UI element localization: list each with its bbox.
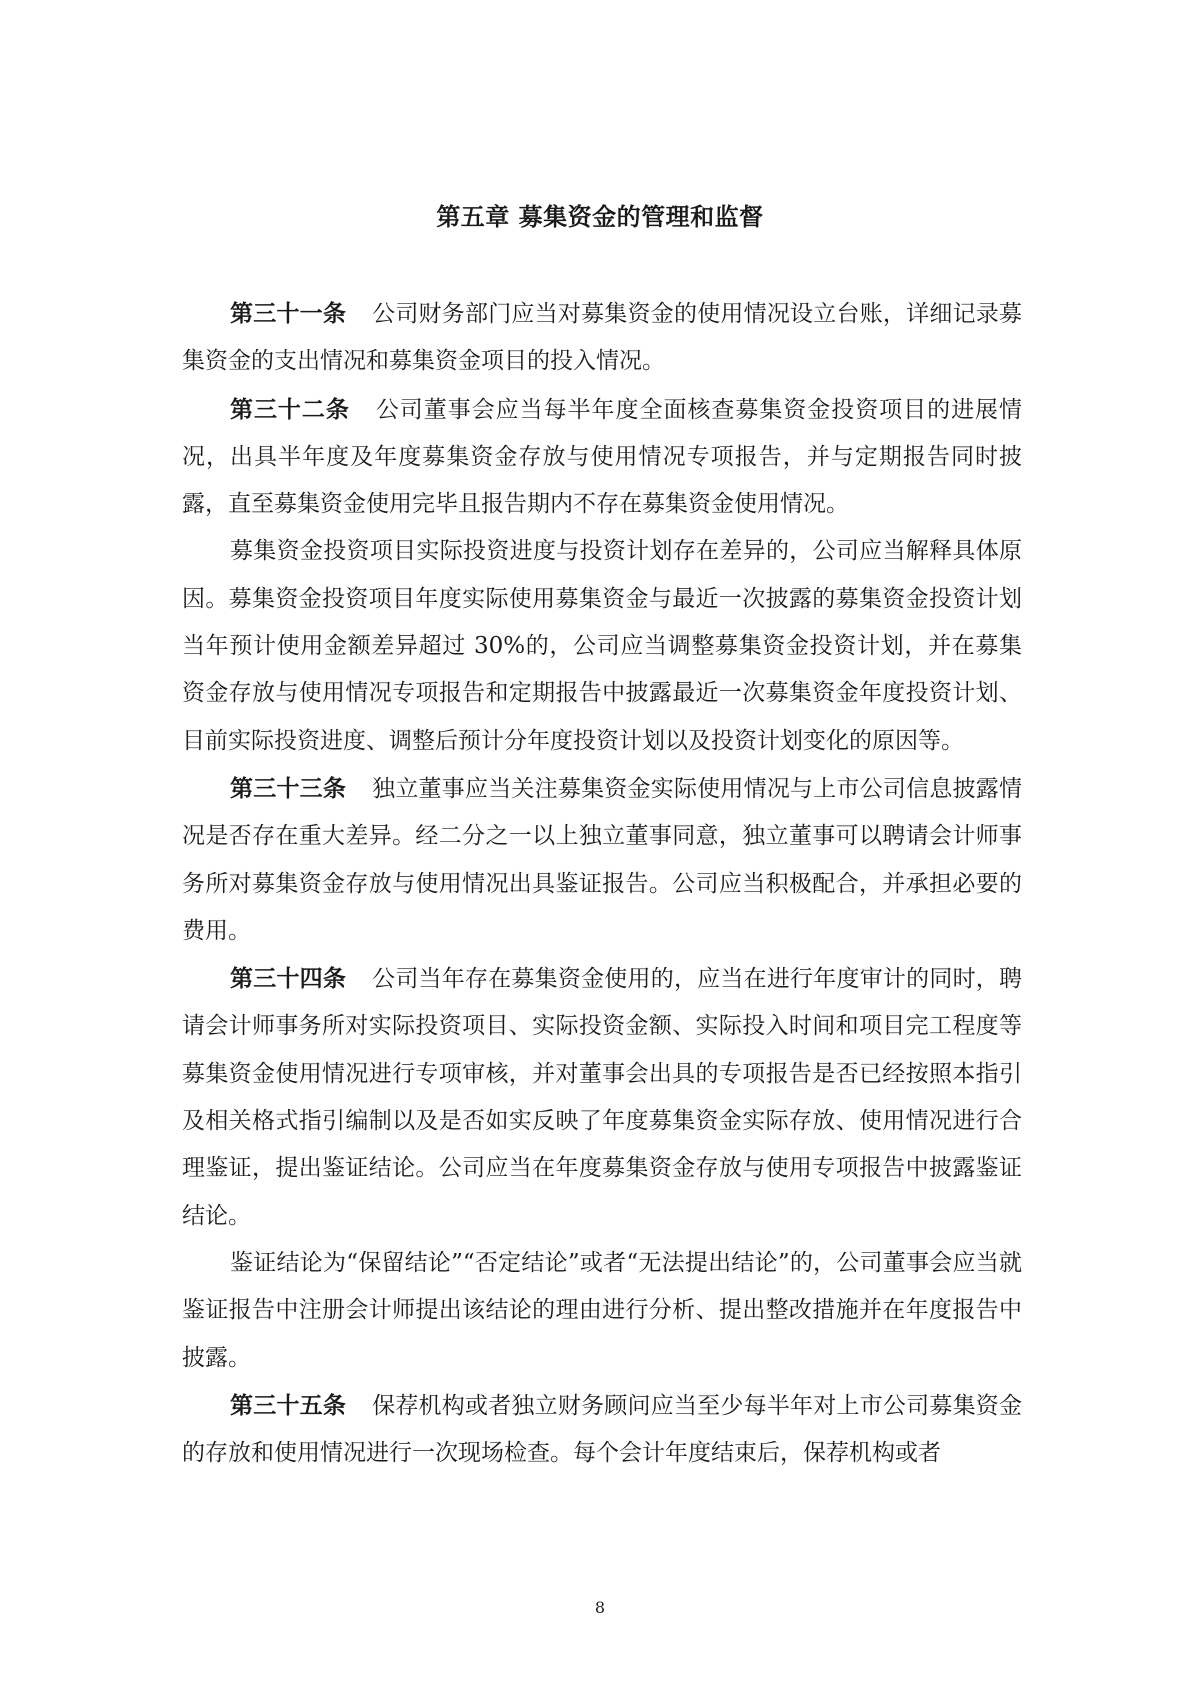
article-31-paragraph [182,290,1022,386]
page-number: 8 [594,1598,606,1617]
chapter-title: 第五章 募集资金的管理和监督 [436,202,764,231]
article-text: 公司当年存在募集资金使用的，应当在进行年度审计的同时，聘请会计师事务所对实际投资项目、实际投资金额、实际投入时间和项目完工程度等募集资金使用情况进行专项审核，并对董事会出具的专项报告是否已经按照本指引及相关格式指引编制以及是否如实反映了年度募集资金实际存放、使用情况进行合理鉴证，提出鉴证结论。公司应当在年度募集资金存放与使用专项报告中披露鉴证结论。 [182,966,1022,1229]
article-32-paragraph [182,386,1022,529]
article-number: 第三十三条 [230,774,347,802]
article-number: 第三十一条 [230,300,347,327]
article-number: 第三十二条 [230,395,350,423]
article-33-paragraph [182,765,1022,955]
paragraph-text: 鉴证结论为“保留结论”“否定结论”或者“无法提出结论”的，公司董事会应当就鉴证报告中注册会计师提出该结论的理由进行分析、提出整改措施并在年度报告中披露。 [182,1249,1022,1371]
article-35-paragraph [182,1382,1022,1478]
article-text: 保荐机构或者独立财务顾问应当至少每半年对上市公司募集资金的存放和使用情况进行一次现场检查。每个会计年度结束后，保荐机构或者 [182,1392,1022,1467]
paragraph-text: 募集资金投资项目实际投资进度与投资计划存在差异的，公司应当解释具体原因。募集资金投资项目年度实际使用募集资金与最近一次披露的募集资金投资计划当年预计使用金额差异超过 30%的，公司应当调整募集资金投资计划，并在募集资金存放与使用情况专项报告和定期报告中披露最近一次募集资金年度投资计划、目前实际投资进度、调整后预计分年度投资计划以及投资计划变化的原因等。 [182,538,1022,754]
article-number: 第三十五条 [230,1391,347,1419]
article-number: 第三十四条 [230,965,347,993]
article-text: 公司财务部门应当对募集资金的使用情况设立台账，详细记录募集资金的支出情况和募集资金项目的投入情况。 [182,301,1022,375]
article-text: 独立董事应当关注募集资金实际使用情况与上市公司信息披露情况是否存在重大差异。经二分之一以上独立董事同意，独立董事可以聘请会计师事务所对募集资金存放与使用情况出具鉴证报告。公司应当积极配合，并承担必要的费用。 [182,775,1022,944]
article-text: 公司董事会应当每半年度全面核查募集资金投资项目的进展情况，出具半年度及年度募集资金存放与使用情况专项报告，并与定期报告同时披露，直至募集资金使用完毕且报告期内不存在募集资金使用情况。 [182,396,1023,518]
document-body [182,290,1022,1477]
article-34-paragraph [182,955,1022,1240]
article-34-continuation-paragraph [182,1240,1022,1382]
article-32-continuation-paragraph [182,528,1022,764]
